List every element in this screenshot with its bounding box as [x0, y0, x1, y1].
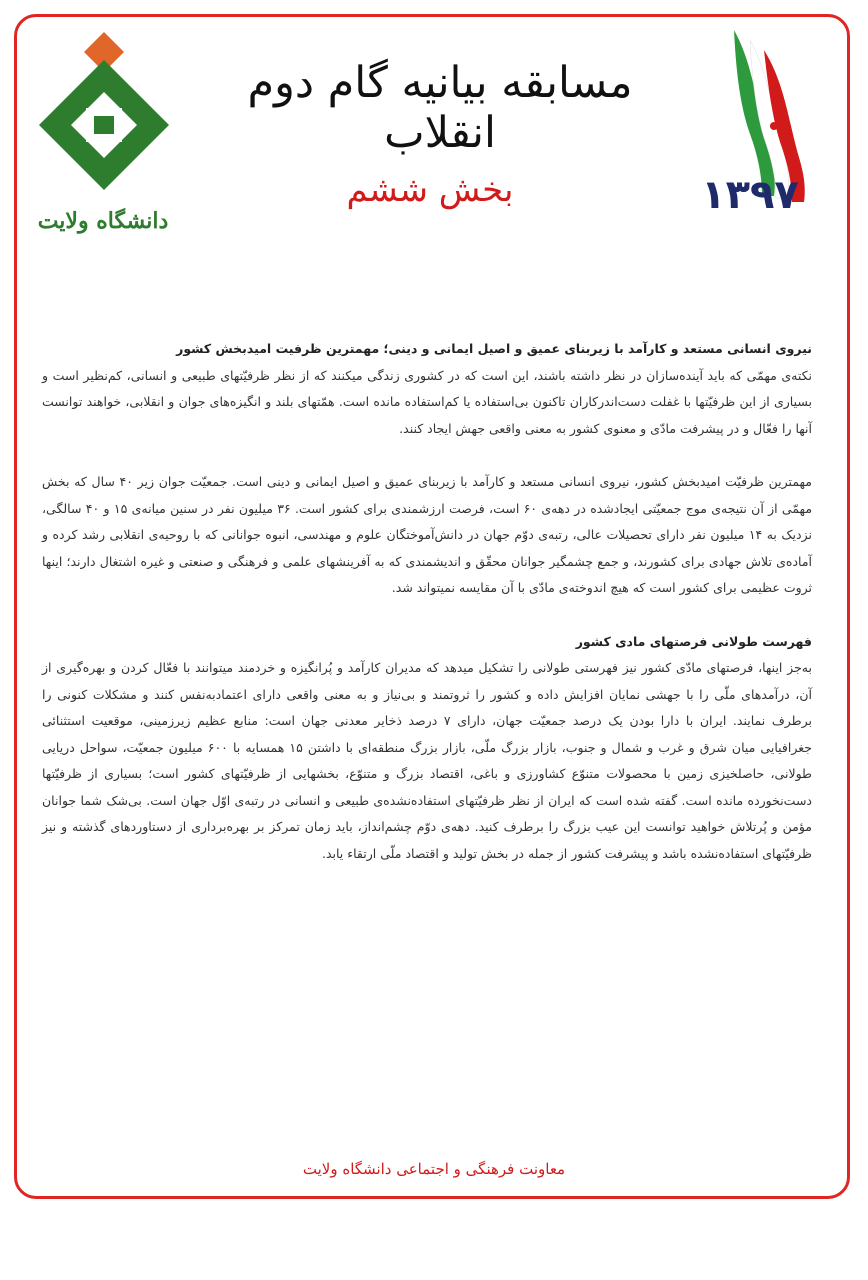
- article-body: [42, 336, 812, 867]
- section-subtitle: بخش ششم: [346, 170, 514, 210]
- section-paragraph: نکته‌ی مهمّی که باید آینده‌سازان در نظر داشته باشند، این است که در کشوری زندگی میکنند که از نظر ظرفیّتهای طبیعی و انسانی، کم‌نظیر است و بسیاری از این ظرفیّتها با غفلت دست‌اندرکاران تاکنون بی‌استفاده یا کم‌استفاده مانده است. همّتهای بلند و انگیزه‌های جوان و انقلابی، خواهند توانست آنها را فعّال و در پیشرفت مادّی و معنوی کشور به معنی واقعی جهش ایجاد کنند.: [42, 367, 812, 436]
- university-logo: [24, 30, 184, 234]
- anniversary-number: ۱۳۹۷: [701, 172, 799, 218]
- section-paragraph: به‌جز اینها، فرصتهای مادّی کشور نیز فهرستی طولانی را تشکیل میدهد که مدیران کارآمد و پُرانگیزه و خردمند میتوانند با فعّال کردن و بهره‌گیری از آن، درآمدهای ملّی را با جهشی نمایان افزایش داده و کشور را ثروتمند و بی‌نیاز و به معنی واقعی دارای اعتمادبه‌نفس کنند و مشکلات کنونی را برطرف نمایند. ایران با دارا بودن یک درصد جمعیّت جهان، دارای ۷ درصد ذخایر معدنی جهان است: منابع عظیم زیرزمینی، موقعیت استثنائی جغرافیایی میان شرق و غرب و شمال و جنوب، بازار بزرگ ملّی، بازار بزرگ منطقه‌ای با داشتن ۱۵ همسایه با ۶۰۰ میلیون جمعیّت، سواحل دریایی طولانی، حاصلخیزی زمین با محصولات متنوّع کشاورزی و باغی، اقتصاد بزرگ و متنوّع، بخشهایی از ظرفیّتهای کشور است؛ بسیاری از ظرفیّتها دست‌نخورده مانده است. گفته شده است که ایران از نظر ظرفیّتهای استفاده‌نشده‌ی طبیعی و انسانی در رتبه‌ی اوّل جهان است. بی‌شک شما جوانان مؤمن و پُرتلاش خواهید توانست این عیب بزرگ را برطرف کنید. دهه‌ی دوّم چشم‌انداز، باید زمان تمرکز بر بهره‌برداری از دستاوردهای گذشته و نیز ظرفیّتهای استفاده‌نشده باشد و پیشرفت کشور از جمله در بخش تولید و اقتصاد ملّی ارتقاء یابد.: [42, 660, 813, 861]
- section-heading: نیروی انسانی مستعد و کارآمد با زیربنای عمیق و اصیل ایمانی و دینی؛ مهمترین ظرفیت امیدبخش کشور: [176, 341, 812, 356]
- section-heading: فهرست طولانی فرصتهای مادی کشور: [575, 633, 812, 649]
- footer-credit: معاونت فرهنگی و اجتماعی دانشگاه ولایت: [302, 1160, 566, 1178]
- university-logo-text: دانشگاه ولایت: [37, 208, 169, 234]
- page-title: مسابقه بیانیه گام دوم انقلاب: [247, 58, 633, 158]
- university-emblem-icon: [24, 30, 184, 210]
- section-paragraph: مهمترین ظرفیّت امیدبخش کشور، نیروی انسانی مستعد و کارآمد با زیربنای عمیق و اصیل ایمانی و دینی است. جمعیّت جوان زیر ۴۰ سال که بخش مهمّی از آن نتیجه‌ی موج جمعیّتی ایجادشده در دهه‌ی ۶۰ است، فرصت ارزشمندی برای کشور است. ۳۶ میلیون نفر در سنین میانه‌ی ۱۵ و ۴۰ سالگی، نزدیک به ۱۴ میلیون نفر دارای تحصیلات عالی، رتبه‌ی دوّم جهان در دانش‌آموختگان علوم و مهندسی، انبوه جوانانی که با روحیه‌ی انقلابی رشد کرده و آماده‌ی تلاش جهادی برای کشورند، و جمع چشمگیر جوانان محقّق و اندیشمندی که به آفرینشهای علمی و فرهنگی و صنعتی و غیره اشتغال دارند؛ اینها ثروت عظیمی برای کشور است که هیچ اندوخته‌ی مادّی با آن مقایسه نمیتواند شد.: [42, 474, 813, 595]
